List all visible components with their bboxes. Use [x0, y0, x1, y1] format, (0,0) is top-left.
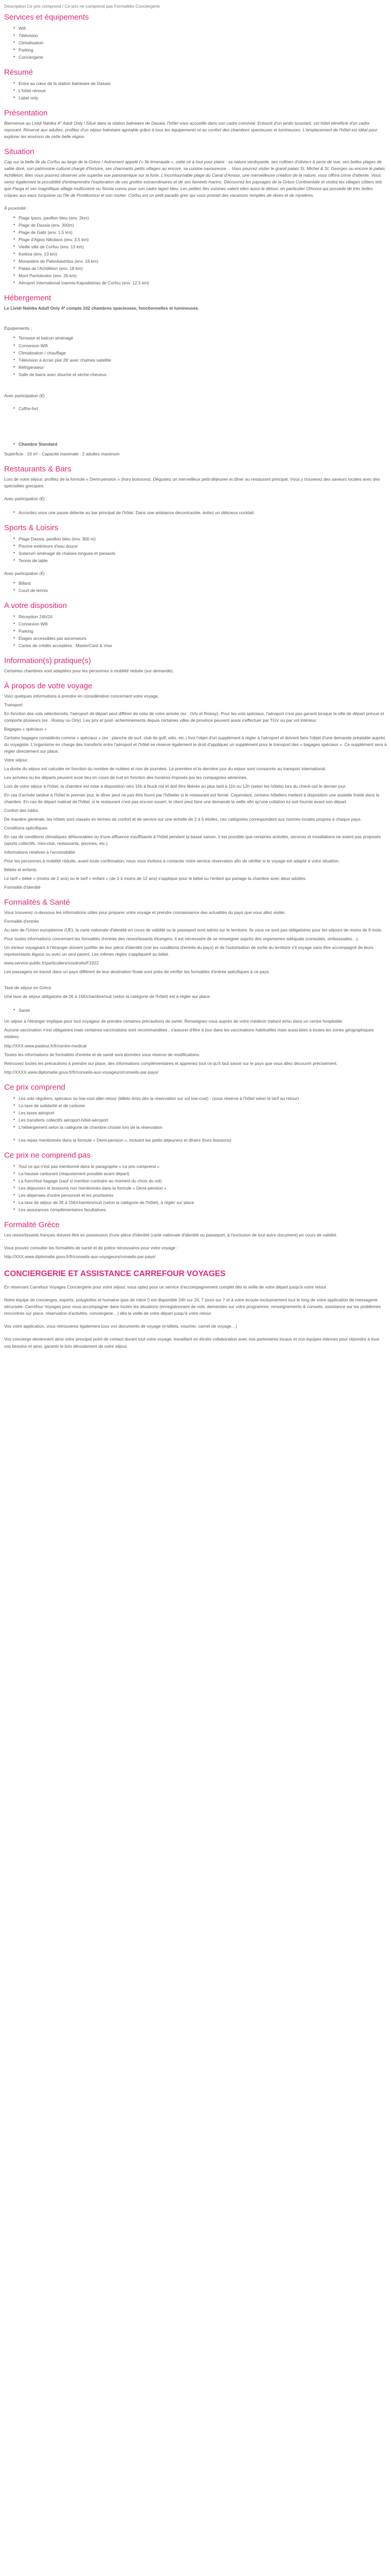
paragraph: Conditions spécifiques: [4, 825, 47, 831]
list-item: • Parking: [13, 47, 387, 54]
list-item: • Wifi: [13, 25, 387, 32]
list-item: • Réception 24h/24: [13, 614, 387, 620]
paragraph: Bagages « spéciaux »: [4, 726, 47, 732]
paragraph: Une taxe de séjour obligatoire de 2€ à 15€/chambre/nuit (selon la catégorie de l'hôtel) est à régler sur place.: [4, 994, 211, 999]
equipment-list: [13, 335, 387, 378]
services-title: Services et équipements: [4, 13, 89, 22]
formalites-body-2: [4, 1018, 387, 1075]
list-item: • Salle de bains avec douche et sèche-cheveux: [13, 371, 387, 378]
sports-paid-list: [13, 580, 387, 594]
resume-title: Résumé: [4, 68, 33, 77]
disposition-list: [13, 614, 387, 649]
paragraph: Les arrivées ou les départs peuvent avoir lieu en cours de nuit en fonction des horaires imposés par les compagnies aériennes.: [4, 775, 248, 781]
list-item: • Les taxes aéroport: [13, 1110, 387, 1116]
list-item: • Les assurances complémentaires facultatives.: [13, 1207, 387, 1213]
paragraph[interactable]: http://XXX.www.pasteur.fr/fr/centre-medical: [4, 1043, 87, 1048]
paragraph: La durée du séjour est calculée en fonction du nombre de nuitées et non de journées. La première et la dernière jour du séjour sont consacrés au transport international.: [4, 766, 327, 772]
list-item: • Les repas mentionnés dans la formule « Demi-pension », incluant les petits déjeuners et dîners (hors boissons): [13, 1137, 387, 1144]
paragraph: Le tarif « bébé » (moins de 2 ans) ou le tarif « enfant » (de 2 à moins de 12 ans) s'applique pour le bébé ou l'enfant qui partage la chambre avec deux adultes.: [4, 876, 307, 882]
prix-comprend-list: [13, 1095, 387, 1144]
paragraph: Informations relatives à l'accessibilité: [4, 850, 75, 855]
list-item: • Plage d'Agios Nikolaos (env. 3,5 km): [13, 236, 387, 243]
situation-title: Situation: [4, 147, 35, 157]
paragraph: Un séjour à l'étranger implique pour tout voyageur de prendre certaines précautions de santé. Renseignez-vous auprès de votre médecin traitant et/ou dans un centre hospitalier.: [4, 1019, 344, 1024]
restaurants-paid-label: Avec participation (€) :: [4, 496, 47, 501]
paragraph: [4, 977, 387, 982]
paragraph: Retrouvez toutes les précautions à prendre sur place, des informations complémentaires et apprenez tout ce qu'il faut savoir sur le pays que vous allez découvrir précisément.: [4, 1060, 338, 1066]
equipment-label: Équipements :: [4, 326, 32, 331]
list-item: • Palais de l'Achilléion (env. 18 km): [13, 265, 387, 272]
conciergerie-text-3: Vos votre application, vous retrouverez également tous vos documents de voyage (e-billets, voucher, carnet de voyage…): [4, 1324, 237, 1329]
resume-list: [13, 80, 387, 101]
list-item: • Court de tennis: [13, 587, 387, 594]
disposition-title: A votre disposition: [4, 601, 67, 610]
paragraph: Vous trouverez ci-dessous les informations utiles pour préparer votre voyage et prendre connaissance des actualités du pays que vous allez visiter.: [4, 910, 286, 916]
list-item: • Cartes de crédits acceptées : MasterCard & Visa: [13, 642, 387, 649]
list-item: • Climatisation: [13, 40, 387, 46]
conciergerie-title: CONCIERGERIE ET ASSISTANCE CARREFOUR VOYAGES: [4, 1269, 226, 1278]
hebergement-intro: Le Lividi Nahika Adult Only 4* compte 102 chambres spacieuses, fonctionnelles et lumineuses.: [4, 306, 200, 311]
list-item: • Plage Ipsos, pavillon bleu (env. 2km): [13, 215, 387, 222]
paragraph[interactable]: www.service-public.fr/particuliers/vosdroits/F1922: [4, 960, 99, 966]
formalite-grece-text-2: Vous pouvez consulter les formalités de santé et de police nécessaires pour votre voyage :: [4, 1245, 178, 1250]
paragraph: Toutes les informations de formalités d'entrée et de santé sont données sous réserve de modifications.: [4, 1052, 201, 1057]
formalites-body: [4, 909, 387, 1000]
list-item: • Terrasse et balcon aménagé: [13, 335, 387, 342]
paragraph: Voici quelques informations à prendre en considération concernant votre voyage.: [4, 693, 159, 699]
list-item: • Les dépenses d'ordre personnel et les pourboires: [13, 1192, 387, 1199]
paragraph: Bébés et enfants: [4, 867, 37, 873]
restaurants-title: Restaurants & Bars: [4, 464, 72, 473]
proximity-list: [13, 215, 387, 286]
paragraph: En cas d'arrivée tardive à l'hôtel le premier jour, le dîner peut ne pas être fourni par l'hôtelier si le restaurant est fermé. Cependant, certains hôteliers mettent à disposition une assiette froide dans la chambre. En cas de départ matinal de l'hôtel, si le restaurant n'est pas encore ouvert, le client peut faire une demande la veille afin qu'une collation lui soit fournie avant son départ.: [4, 792, 380, 805]
restaurants-text: Lors de votre séjour, profitez de la formule « Demi-pension » (hors boissons). Dégustez un merveilleux petit-déjeuner et dîner au restaurant principal. Vous y trouverez des saveurs locales avec des spécialités grecques.: [4, 476, 380, 488]
list-item: • Les vols réguliers, spéciaux ou low-cost aller-retour (billets émis dès la réservation sur vol low-cost) - (sous réserve à l'hôtel selon le tarif au retour): [13, 1095, 387, 1102]
prix-pas-title: Ce prix ne comprend pas: [4, 1150, 91, 1160]
list-item: • Plage de Gabr (env. 1,5 km): [13, 229, 387, 236]
formalite-grece-text: Les ressortissants français doivent être en possession d'une pièce d'identité (carte nationale d'identité ou passeport, à l'exclusion de tout autre document) en cours de validité.: [4, 1232, 338, 1238]
list-item: • Monastère de Paleokastritsa (env. 16 km): [13, 258, 387, 265]
hebergement-title: Hébergement: [4, 294, 51, 303]
paragraph: En fonction des vols sélectionnés, l'aéroport de départ peut différer de celui de votre arrivée (ex : Orly et Roissy). Pour les vols spéciaux, l'aéroport n'est pas garanti lorsque la ville de départ prévue et comporte plusieurs (ex : Roissy ou Orly). Les prix et post- acheminements depuis certaines villes de province peuvent aussi s'effectuer par TGV ou par vol intérieur.: [4, 710, 384, 723]
paragraph: Pour toutes informations concernant les formalités d'entrée des ressortissants étrangers, il est nécessaire de se renseigner auprès des organismes adéquats (consulats, ambassades…).: [4, 936, 359, 942]
spacer: [4, 415, 387, 427]
list-item: • Connexion Wifi: [13, 343, 387, 349]
list-item: • Étages accessibles par ascenseurs: [13, 635, 387, 642]
list-item: • Billard: [13, 580, 387, 587]
room-type-list: [13, 441, 387, 448]
list-item: • Les déjeuners et boissons non mentionnés dans la formule « Demi-pension »: [13, 1185, 387, 1192]
paragraph: Certains bagages considérés comme « spéciaux » (ex : planche de surf, club de golf, vélo, etc.) font l'objet d'un supplément à régler à l'aéroport et doivent faire l'objet d'une demande préalable auprès du voyagiste. L'organisme en charge des transferts entre l'aéroport et l'hôtel se réserve également le droit d'appliquer un supplément pour le transport des « bagages spéciaux ». Ce supplément sera à régler directement sur place.: [4, 735, 387, 754]
spacer: [4, 427, 387, 438]
list-item: • Tout ce qui n'est pas mentionné dans le paragraphe « Le prix comprend »: [13, 1163, 387, 1170]
paragraph: Lors de votre séjour à l'hôtel, la chambre est mise à disposition vers 15h à fsuck nid et doit être libérée au plus tard à 11h ou 12h (selon les hôtels) lors du check-out le dernier jour.: [4, 784, 347, 789]
paragraph: En cas de conditions climatiques défavorables ou d'une affluence insuffisante à l'hôtel pendant la basse saison, il est possible que certaines activités, services et installations ne soient pas proposés (sports collectifs, mini-club, restaurants, piscines, etc.).: [4, 834, 381, 846]
room-surface: Superficie : 19 m² - Capacité maximale : 2 adultes maximum: [4, 451, 120, 456]
paragraph: De manière générale, les hôtels sont classés en termes de confort et de service sur une échelle de 2 à 5 étoiles, ces catégories correspondent aux normes locales propres à chaque pays.: [4, 817, 362, 822]
apropos-body: [4, 693, 387, 891]
list-item: • Télévision: [13, 32, 387, 39]
list-item: • Climatisation / chauffage: [13, 350, 387, 357]
list-item: • Les transferts collectifs aéroport-hôtel-aéroport: [13, 1117, 387, 1124]
list-item: • Accordez-vous une pause détente au bar principal de l'hôtel. Dans une ambiance décontractée, évitez un délicieux cocktail.: [13, 510, 387, 516]
conciergerie-text-4: Vos concierge deviennent ainsi votre principal point de contact durant tout votre voyage, travaillant en étroite collaboration avec nos partenaires locaux et nos équipes internes pour répondre à tous vos besoins et ainsi, garantir le bon déroulement de votre séjour.: [4, 1336, 380, 1349]
paid-label: Avec participation (€) :: [4, 393, 47, 398]
paragraph: Les passagers en transit dans un pays différent de leur destination finale sont priés de vérifier les formalités d'entrée spécifiques à ce pays.: [4, 969, 270, 975]
paragraph: Taxe de séjour en Grèce: [4, 985, 52, 991]
list-item: • Chambre Standard: [13, 441, 387, 448]
conciergerie-text-1: En réservant Carrefour Voyages Conciergerie pour votre séjour, vous optez pour un service d'accompagnement complet dès la veille de votre départ jusqu'à votre retour.: [4, 1284, 328, 1290]
list-item: • Tennis de table: [13, 557, 387, 564]
list-item: • La taxe de séjour de 2€ à 15€/chambre/nuit (selon la catégorie de l'hôtel), à régler sur place: [13, 1199, 387, 1206]
list-item: • L'hôtel rénové: [13, 88, 387, 94]
conciergerie-text-2: Notre équipe de concierges, experts, polyglottes et humaine (pas de robot !) est disponible 24h sur 24, 7 jours sur 7 et à votre écoute exclusivement tout le long de votre application de messagerie sécurisée. Carrefour Voyages pour vous accompagner dans toutes les situations (enregistrement de vols, demandes sur votre programme, renseignements & conseils, assistance sur les problèmes rencontrés sur place, réservation d'activités, conciergerie…) dès la veille de votre départ jusqu'à votre retour.: [4, 1297, 381, 1316]
paragraph: Au sein de l'Union européenne (UE), la carte nationale d'identité en cours de validité ou le passeport sont admis sur le territoire. Ils vous ne sont pas obligatoires pour les séjours de moins de 6 mois.: [4, 927, 383, 933]
list-item: • Kerkira (env. 13 km): [13, 251, 387, 258]
list-item: • Coffre-fort: [13, 405, 387, 412]
paragraph: Transport: [4, 702, 23, 707]
list-item: • L'hébergement selon la catégorie de chambre choisie lors de la réservation: [13, 1124, 387, 1131]
restaurants-paid-list: [13, 510, 387, 516]
paragraph: Un mineur voyageant à l'étranger doivent justifier de leur pièce d'identité (voir les conditions d'entrée du pays) et de l'autorisation de sortie du territoire s'il voyage sans être accompagné de leurs représentants légaux ou avec un seul parent. Les mêmes règles s'appliquent au bébé.: [4, 945, 373, 957]
infos-text: Certaines chambres sont adaptées pour les personnes à mobilité réduite (sur demande).: [4, 668, 174, 673]
list-item: • La hausse carburant (réajustement possible avant départ): [13, 1171, 387, 1177]
sports-title: Sports & Loisirs: [4, 523, 59, 532]
paragraph: Formalité d'entrée: [4, 919, 39, 924]
paid-list: [13, 405, 387, 412]
sports-list: [13, 536, 387, 564]
presentation-title: Présentation: [4, 109, 48, 118]
sports-paid-label: Avec participation (€) :: [4, 570, 47, 576]
list-item: • Label only: [13, 95, 387, 101]
list-item: • Plage Dassia, pavillon bleu (env. 300 m): [13, 536, 387, 543]
apropos-title: À propos de votre voyage: [4, 681, 92, 690]
list-item: • Conciergerie: [13, 54, 387, 61]
formalite-grece-link[interactable]: http://XXX.www.diplomatie.gouv.fr/fr/conseils-aux-voyageurs/conseils-par-pays/: [4, 1253, 156, 1259]
services-list: [13, 25, 387, 61]
list-item: • Aéroport International Ioannis-Kapodistrias de Corfou (env. 12,5 km): [13, 280, 387, 286]
list-item: • Parking: [13, 628, 387, 635]
list-item: • Télévision à écran plat 28' avec chaînes satellite: [13, 357, 387, 364]
sante-list: [13, 1007, 387, 1014]
list-item: • Réfrigérateur: [13, 364, 387, 371]
list-item: • Entre au cœur de la station balnéaire de Dasaia: [13, 80, 387, 87]
proximity-label: À proximité :: [4, 206, 28, 211]
spacer: [4, 381, 387, 393]
prix-pas-list: [13, 1163, 387, 1213]
list-item: • Connexion Wifi: [13, 621, 387, 628]
paragraph: Pour les personnes à mobilité réduite, avant toute confirmation, nous vous invitons à contacter notre service réservation afin de vérifier si le voyage est adapté à votre situation.: [4, 858, 340, 864]
list-item: • Solarium aménagé de chaises longues et parasols: [13, 550, 387, 557]
formalite-grece-title: Formalité Grèce: [4, 1220, 60, 1229]
tabs-header: Description Ce prix comprend / Ce prix ne comprend pas Formalités Conciergerie: [4, 4, 160, 9]
list-item: • La franchise bagage (sauf si mention contraire au moment du choix du vol): [13, 1178, 387, 1184]
presentation-text: Bienvenue au Lividi Nahika 4* Adult Only ! Situé dans la station balnéaire de Dasaia, l'hôtel vous accueille dans son cadre convivial. Entouré d'un jardin luxuriant, cet hôtel bénéficie d'un cadre reposant. Réservé aux adultes, profitez d'un séjour balnéaire agréable grâce à tous les équipements et au confort des chambres spacieuses et lumineuses. L'emplacement de l'hôtel est idéal pour explorer les environs de cette belle région.: [4, 121, 378, 140]
infos-title: Information(s) pratique(s): [4, 656, 91, 665]
paragraph[interactable]: http://XXXX.www.diplomatie.gouv.fr/fr/conseils-aux-voyageurs/conseils-par-pays/: [4, 1069, 159, 1075]
prix-comprend-title: Ce prix comprend: [4, 1082, 66, 1092]
paragraph: Votre séjour: [4, 757, 27, 763]
list-item: • Santé: [13, 1007, 387, 1014]
list-item: • Mont Pantokrator (env. 26 km): [13, 273, 387, 279]
list-item: • Piscine extérieure d'eau douce: [13, 543, 387, 550]
list-item: • Vieille ville de Corfou (env. 13 km): [13, 244, 387, 250]
list-item: • La taxe de solidarité et de carbone: [13, 1103, 387, 1109]
formalites-title: Formalités & Santé: [4, 898, 70, 907]
paragraph: Formalité d'identité: [4, 885, 41, 890]
situation-text: Cap sur la belle île de Corfou au large de la Grèce ! Autrement appelé l'« île émeraude », cette cé à tout pour plaire : sa nature verdoyante, ses collines d'oliviers à perte de vue, ses belles plages de sable doré, son patrimoine culturel chargé d'histoire, ses charmants petits villages au encore, sa cuisine savoureuse… Vous pourrez visiter le grand palais St. Michel & St. Georges ou encore le palais Achilléion, êtes vous pourrez observer une superbe vue panoramique sur la forte. L'incontournable plage du Canal d'Amour, une merveilleuse création de la nature, vous offrira crime d'attente. Vous serez également la possibilité d'entreprendre l'exploration de ces grottes extraordinaires et de ses fameels marins. Découvrez les paysages de la Grèce Continentale et visitez les villages côtiers tels que Parga et ses magnifique village multicolore ou Sivota connu pour son cadre lagon bleu. Les petites îles voisines valent elles aussi le détour, en particulier Othonoi qui possède de très belles criques aux eaux turquoise ou l'île de Pontikonissi et son rocher. Corfou est un petit paradis grec qui vous promet des vacances remplies de rêves et de mystères.: [4, 159, 385, 198]
paragraph: Confort des lobbs: [4, 808, 38, 814]
list-item: • Plage de Dassia (env. 300m): [13, 222, 387, 229]
spacer: [4, 314, 387, 325]
paragraph: Aucune vaccination n'est obligatoire mais certaines vaccinations sont recommandées ; s'assurer d'être à jour dans les vaccinations habituelles mais aussi liées à toutes les zones géographiques visitées.: [4, 1027, 374, 1040]
